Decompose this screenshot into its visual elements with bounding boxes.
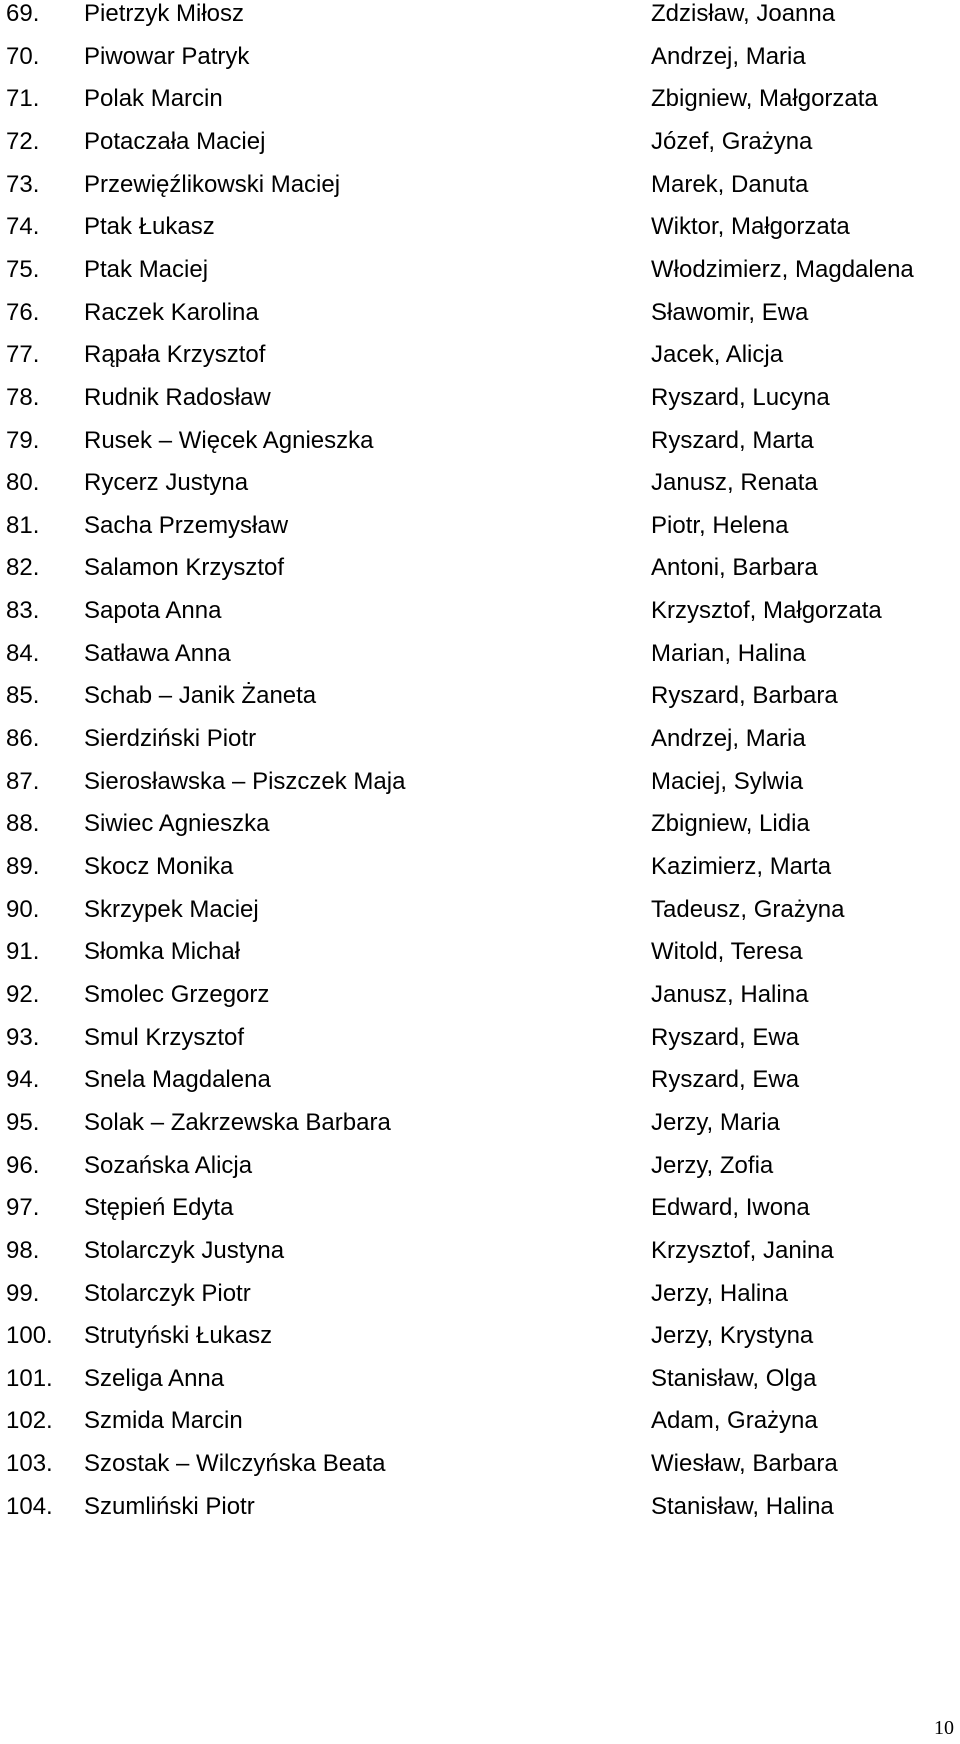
entry-parents: Piotr, Helena xyxy=(651,511,789,539)
list-item xyxy=(0,128,960,175)
list-item xyxy=(0,1280,960,1327)
entry-number: 100. xyxy=(6,1322,53,1350)
entry-number: 92. xyxy=(6,980,40,1008)
entry-number: 81. xyxy=(6,511,40,539)
entry-parents: Zdzisław, Joanna xyxy=(651,0,836,27)
entry-name: Szostak – Wilczyńska Beata xyxy=(84,1450,386,1478)
entry-parents: Krzysztof, Janina xyxy=(651,1236,834,1264)
list-item xyxy=(0,171,960,218)
entry-parents: Adam, Grażyna xyxy=(651,1407,818,1435)
entry-name: Snela Magdalena xyxy=(84,1066,271,1094)
entry-number: 84. xyxy=(6,639,40,667)
entry-parents: Ryszard, Ewa xyxy=(651,1023,800,1051)
entry-number: 91. xyxy=(6,938,40,966)
list-item xyxy=(0,1066,960,1113)
entry-parents: Marian, Halina xyxy=(651,639,806,667)
entry-parents: Stanisław, Halina xyxy=(651,1492,834,1520)
entry-parents: Jerzy, Krystyna xyxy=(651,1322,814,1350)
entry-number: 75. xyxy=(6,255,40,283)
entry-parents: Kazimierz, Marta xyxy=(651,853,832,880)
list-item xyxy=(0,1493,960,1540)
entry-parents: Witold, Teresa xyxy=(651,938,803,966)
entry-name: Skocz Monika xyxy=(84,853,234,880)
entry-number: 102. xyxy=(6,1407,53,1435)
entry-name: Sacha Przemysław xyxy=(84,511,289,539)
entry-name: Pietrzyk Miłosz xyxy=(84,0,245,27)
entry-parents: Edward, Iwona xyxy=(651,1194,810,1222)
entry-parents: Jerzy, Maria xyxy=(651,1108,780,1136)
list-item xyxy=(0,725,960,772)
entry-name: Ptak Maciej xyxy=(84,255,209,283)
entry-parents: Ryszard, Barbara xyxy=(651,682,838,710)
entry-parents: Zbigniew, Lidia xyxy=(651,810,810,838)
entry-name: Szeliga Anna xyxy=(84,1364,225,1392)
list-item xyxy=(0,1152,960,1199)
entry-number: 76. xyxy=(6,298,40,326)
entry-name: Stępień Edyta xyxy=(84,1194,234,1222)
entry-number: 96. xyxy=(6,1151,40,1179)
entry-number: 88. xyxy=(6,810,40,838)
entry-name: Smolec Grzegorz xyxy=(84,980,270,1008)
list-item xyxy=(0,469,960,516)
entry-parents: Zbigniew, Małgorzata xyxy=(651,85,878,113)
entry-parents: Tadeusz, Grażyna xyxy=(651,895,845,923)
entry-name: Potaczała Maciej xyxy=(84,127,266,155)
entry-parents: Jerzy, Halina xyxy=(651,1279,788,1307)
entry-name: Rąpała Krzysztof xyxy=(84,341,266,369)
entry-name: Skrzypek Maciej xyxy=(84,895,259,923)
entry-parents: Jacek, Alicja xyxy=(651,341,784,369)
entry-number: 82. xyxy=(6,554,40,582)
entry-number: 93. xyxy=(6,1023,40,1051)
entry-number: 72. xyxy=(6,127,40,155)
list-item xyxy=(0,640,960,687)
entry-name: Szumliński Piotr xyxy=(84,1492,255,1520)
entry-number: 78. xyxy=(6,383,40,411)
list-item xyxy=(0,1450,960,1497)
entry-number: 99. xyxy=(6,1279,40,1307)
entry-name: Sapota Anna xyxy=(84,597,222,625)
entry-parents: Ryszard, Lucyna xyxy=(651,383,830,411)
entry-number: 86. xyxy=(6,725,40,753)
entry-number: 83. xyxy=(6,597,40,625)
entry-name: Salamon Krzysztof xyxy=(84,554,285,582)
entry-parents: Ryszard, Marta xyxy=(651,426,814,454)
list-item xyxy=(0,384,960,431)
list-item xyxy=(0,1365,960,1412)
list-item xyxy=(0,1407,960,1454)
entry-name: Strutyński Łukasz xyxy=(84,1322,273,1350)
entry-parents: Andrzej, Maria xyxy=(651,42,806,70)
list-item xyxy=(0,1024,960,1071)
list-item xyxy=(0,256,960,303)
entry-number: 104. xyxy=(6,1492,53,1520)
entry-name: Polak Marcin xyxy=(84,85,223,113)
list-item xyxy=(0,554,960,601)
entry-parents: Krzysztof, Małgorzata xyxy=(651,597,882,625)
entry-parents: Wiktor, Małgorzata xyxy=(651,213,850,241)
entry-name: Smul Krzysztof xyxy=(84,1023,245,1051)
entry-number: 80. xyxy=(6,469,40,497)
entry-number: 90. xyxy=(6,895,40,923)
list-item xyxy=(0,810,960,857)
entry-number: 103. xyxy=(6,1450,53,1478)
list-item xyxy=(0,981,960,1028)
entry-name: Solak – Zakrzewska Barbara xyxy=(84,1108,391,1136)
entry-name: Szmida Marcin xyxy=(84,1407,243,1435)
entry-number: 85. xyxy=(6,682,40,710)
list-item xyxy=(0,1237,960,1284)
list-item xyxy=(0,85,960,132)
entry-name: Schab – Janik Żaneta xyxy=(84,682,317,710)
entry-name: Rudnik Radosław xyxy=(84,383,271,411)
list-item xyxy=(0,1109,960,1156)
entry-number: 87. xyxy=(6,767,40,795)
entry-parents: Sławomir, Ewa xyxy=(651,298,809,326)
entry-number: 94. xyxy=(6,1066,40,1094)
list-item xyxy=(0,682,960,729)
entry-parents: Stanisław, Olga xyxy=(651,1364,817,1392)
entry-parents: Janusz, Renata xyxy=(651,469,818,497)
entry-number: 71. xyxy=(6,85,40,113)
entry-name: Raczek Karolina xyxy=(84,298,259,326)
entry-name: Siwiec Agnieszka xyxy=(84,810,270,838)
entry-number: 74. xyxy=(6,213,40,241)
list-item xyxy=(0,299,960,346)
entry-name: Sozańska Alicja xyxy=(84,1151,253,1179)
entry-number: 69. xyxy=(6,0,40,27)
entry-number: 89. xyxy=(6,853,40,880)
entry-number: 97. xyxy=(6,1194,40,1222)
entry-parents: Jerzy, Zofia xyxy=(651,1151,774,1179)
list-item xyxy=(0,1322,960,1369)
list-item xyxy=(0,512,960,559)
entry-number: 70. xyxy=(6,42,40,70)
entry-parents: Ryszard, Ewa xyxy=(651,1066,800,1094)
list-item xyxy=(0,43,960,90)
entry-name: Sierdziński Piotr xyxy=(84,725,257,753)
entry-name: Stolarczyk Piotr xyxy=(84,1279,251,1307)
entry-number: 73. xyxy=(6,170,40,198)
list-item xyxy=(0,896,960,943)
entry-parents: Józef, Grażyna xyxy=(651,127,813,155)
entry-parents: Andrzej, Maria xyxy=(651,725,806,753)
entry-name: Rusek – Więcek Agnieszka xyxy=(84,426,374,454)
entry-number: 98. xyxy=(6,1236,40,1264)
list-item xyxy=(0,213,960,260)
entry-parents: Antoni, Barbara xyxy=(651,554,818,582)
entry-parents: Włodzimierz, Magdalena xyxy=(651,255,914,283)
list-item xyxy=(0,1194,960,1241)
list-item xyxy=(0,427,960,474)
entry-parents: Marek, Danuta xyxy=(651,170,809,198)
entry-parents: Maciej, Sylwia xyxy=(651,767,804,795)
list-item xyxy=(0,0,960,47)
entry-number: 79. xyxy=(6,426,40,454)
list-item xyxy=(0,341,960,388)
entry-name: Satława Anna xyxy=(84,639,231,667)
page-number: 10 xyxy=(934,1717,954,1739)
entry-number: 77. xyxy=(6,341,40,369)
entry-parents: Wiesław, Barbara xyxy=(651,1450,838,1478)
entry-number: 101. xyxy=(6,1364,53,1392)
entry-name: Przewięźlikowski Maciej xyxy=(84,170,341,198)
entry-name: Sierosławska – Piszczek Maja xyxy=(84,767,406,795)
list-item xyxy=(0,938,960,985)
list-item xyxy=(0,853,960,900)
entry-name: Stolarczyk Justyna xyxy=(84,1236,285,1264)
list-item xyxy=(0,597,960,644)
entry-name: Słomka Michał xyxy=(84,938,241,966)
entry-name: Piwowar Patryk xyxy=(84,42,250,70)
entry-name: Rycerz Justyna xyxy=(84,469,249,497)
entry-name: Ptak Łukasz xyxy=(84,213,215,241)
list-item xyxy=(0,768,960,815)
entry-parents: Janusz, Halina xyxy=(651,980,809,1008)
entry-number: 95. xyxy=(6,1108,40,1136)
